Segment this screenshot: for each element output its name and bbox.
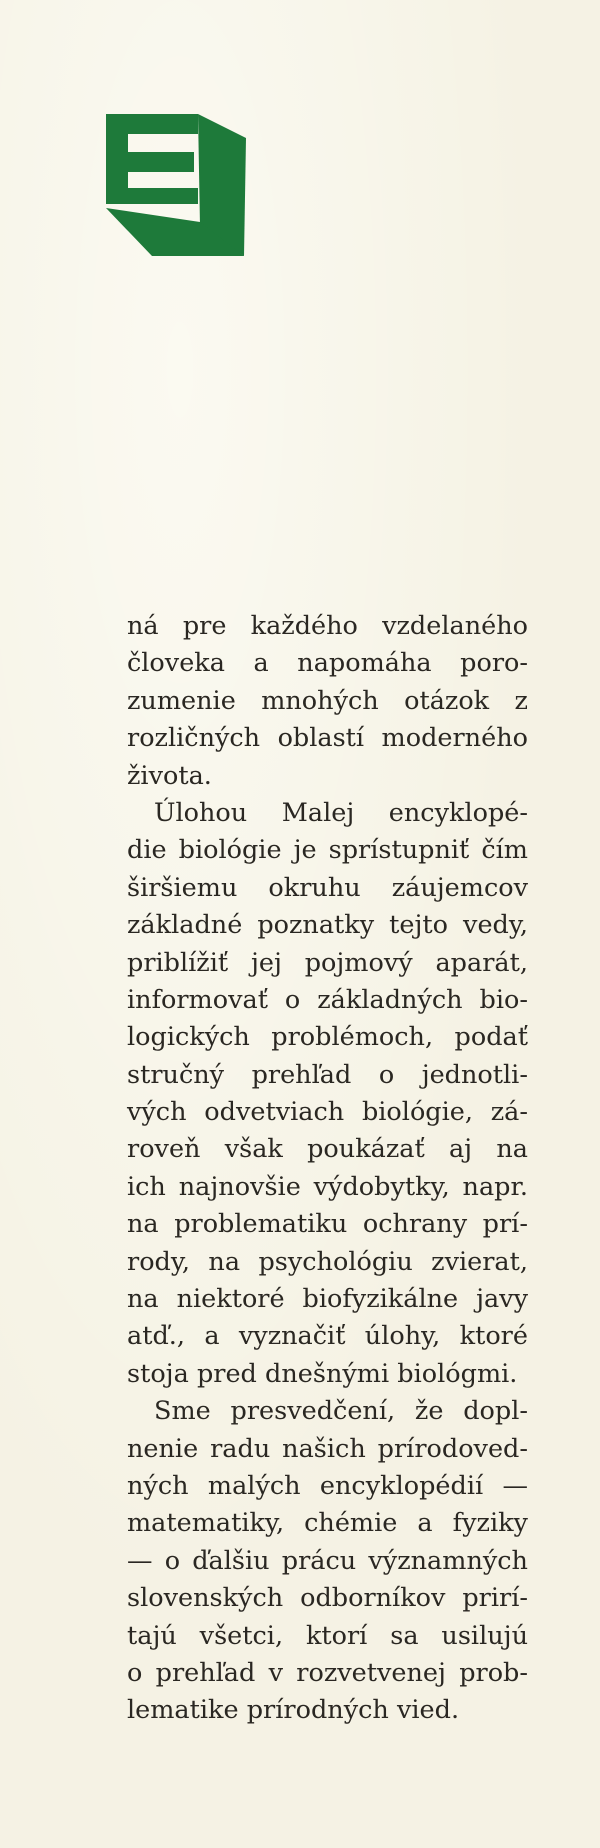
text-line: stoja pred dnešnými biológmi.	[127, 1358, 518, 1389]
text-line: tajú všetci, ktorí sa usilujú	[127, 1620, 528, 1651]
text-line: atď., a vyznačiť úlohy, ktoré	[127, 1321, 528, 1352]
text-line: ná pre každého vzdelaného	[127, 611, 528, 641]
text-line: rody, na psychológiu zvierat,	[127, 1246, 528, 1277]
paragraph	[127, 795, 528, 1393]
text-line: ných malých encyklopédií —	[127, 1470, 528, 1501]
text-line: rozličných oblastí moderného	[127, 723, 528, 754]
paragraph	[127, 608, 528, 795]
text-line: logických problémoch, podať	[127, 1022, 528, 1053]
text-line: informovať o základných bio-	[127, 984, 528, 1015]
text-line: na niektoré biofyzikálne javy	[127, 1284, 528, 1315]
text-line: matematiky, chémie a fyziky	[127, 1508, 528, 1539]
publisher-e-cube-logo	[104, 110, 246, 256]
text-line: slovenských odborníkov prirí-	[127, 1583, 528, 1614]
paragraph	[127, 1393, 528, 1730]
text-line: stručný prehľad o jednotli-	[127, 1059, 528, 1090]
text-line: nenie radu našich prírodoved-	[127, 1433, 528, 1464]
text-line: života.	[127, 760, 212, 791]
text-line: ich najnovšie výdobytky, napr.	[127, 1171, 528, 1202]
flap-text-column	[127, 608, 528, 1730]
text-line: človeka a napomáha poro-	[127, 648, 528, 679]
text-line: o prehľad v rozvetvenej prob-	[127, 1657, 528, 1688]
text-line: — o ďalšiu prácu významných	[127, 1545, 528, 1576]
text-line: zumenie mnohých otázok z	[127, 685, 528, 716]
text-line: širšiemu okruhu záujemcov	[127, 872, 528, 903]
text-line: lematike prírodných vied.	[127, 1695, 460, 1726]
text-line: Sme presvedčení, že dopl-	[154, 1396, 528, 1427]
text-line: na problematiku ochrany prí-	[127, 1209, 528, 1240]
text-line: priblížiť jej pojmový aparát,	[127, 947, 528, 978]
text-line: Úlohou Malej encyklopé-	[154, 797, 528, 828]
text-line: roveň však poukázať aj na	[127, 1134, 528, 1165]
text-line: vých odvetviach biológie, zá-	[127, 1097, 528, 1128]
text-line: die biológie je sprístupniť čím	[127, 835, 528, 866]
text-line: základné poznatky tejto vedy,	[127, 910, 528, 941]
